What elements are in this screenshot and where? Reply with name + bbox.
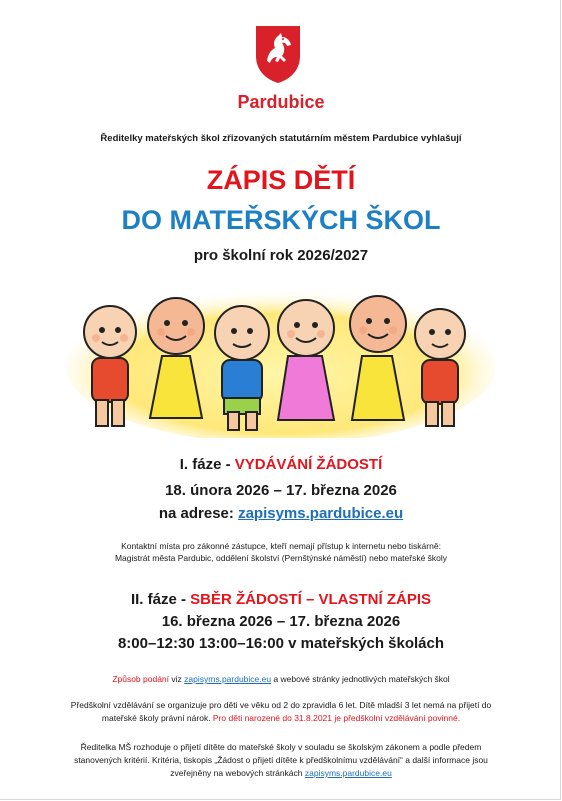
contact-line1: Kontaktní místa pro zákonné zástupce, kteří nemají přístup k internetu nebo tiskárně:	[121, 541, 441, 551]
pardubice-crest-icon	[254, 24, 302, 84]
intro-text: Ředitelky mateřských škol zřizovaných statutárním městem Pardubice vyhlašují	[100, 133, 462, 144]
phase1-heading	[0, 456, 562, 473]
decision-info	[0, 741, 562, 780]
preschool-info	[0, 699, 562, 725]
decision-line1: Ředitelka MŠ rozhoduje o přijetí dítěte do mateřské školy v souladu se školským zákonem a podle předem	[80, 742, 482, 752]
decision-link[interactable]: zapisyms.pardubice.eu	[304, 768, 392, 778]
phase1-name: VYDÁVÁNÍ ŽÁDOSTÍ	[234, 456, 383, 473]
submission-rest: a webové stránky jednotlivých mateřských škol	[271, 674, 450, 684]
phase1-label: I. fáze -	[179, 456, 235, 473]
school-year: pro školní rok 2026/2027	[193, 247, 369, 264]
submission-mid: viz	[169, 674, 185, 684]
phase2-dates: 16. března 2026 – 17. března 2026	[161, 613, 401, 630]
phase2-name: SBĚR ŽÁDOSTÍ – VLASTNÍ ZÁPIS	[190, 591, 432, 608]
decision-line3-wrap	[0, 767, 562, 780]
decision-line3: zveřejněny na webových stránkách	[170, 768, 305, 778]
contact-line2: Magistrát města Pardubic, oddělení školství (Pernštýnské náměstí) nebo mateřské školy	[114, 553, 448, 563]
preschool-text2-wrap	[0, 712, 562, 725]
decision-line2: stanovených kritérií. Kritéria, tiskopis „Žádost o přijetí dítěte k předškolnímu vzdělávání“ a další informace jsou	[74, 755, 488, 765]
city-name: Pardubice	[237, 92, 325, 112]
submission-lead: Způsob podání	[112, 674, 170, 684]
submission-link[interactable]: zapisyms.pardubice.eu	[184, 674, 272, 684]
contact-note	[0, 540, 562, 564]
preschool-text2: mateřské školy právní nárok.	[101, 713, 213, 723]
phase1-address-label: na adrese:	[158, 505, 239, 522]
page-title: ZÁPIS DĚTÍ	[206, 165, 356, 195]
phase1-dates: 18. února 2026 – 17. března 2026	[165, 482, 397, 499]
phase1-address-link[interactable]: zapisyms.pardubice.eu	[238, 505, 404, 522]
preschool-text1: Předškolní vzdělávání se organizuje pro děti ve věku od 2 do zpravidla 6 let. Dítě mladší 3 let nemá na přijetí do	[70, 700, 492, 710]
submission-info	[0, 673, 562, 686]
phase2-label: II. fáze -	[130, 591, 191, 608]
phase2-times: 8:00–12:30 13:00–16:00 v mateřských školách	[117, 635, 445, 652]
page-title-line2: DO MATEŘSKÝCH ŠKOL	[121, 205, 441, 235]
phase1-address	[0, 505, 562, 522]
phase2-heading	[0, 591, 562, 608]
preschool-mandatory: Pro děti narozené do 31.8.2021 je předškolní vzdělávání povinné.	[212, 713, 461, 723]
children-illustration	[66, 288, 496, 438]
